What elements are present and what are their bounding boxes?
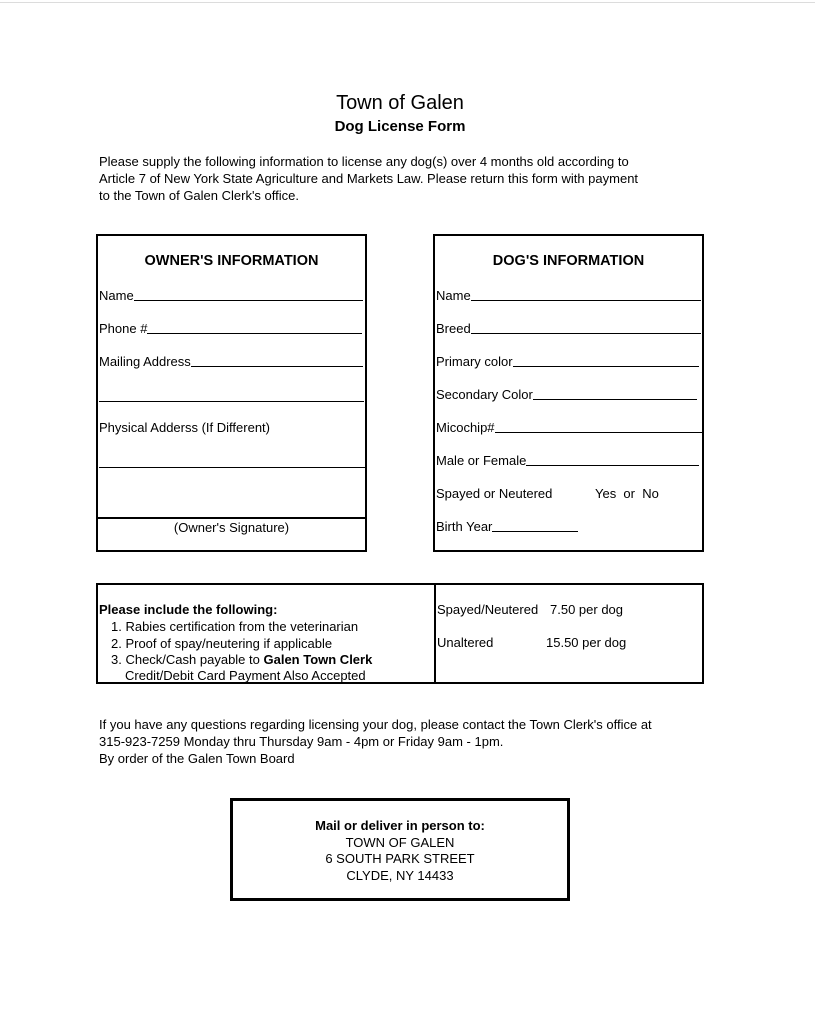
intro-line: Article 7 of New York State Agriculture and Markets Law. Please return this form with payment [99,171,639,186]
dog-sex-input-line[interactable] [526,453,699,466]
card-payment-note: Credit/Debit Card Payment Also Accepted [125,668,366,683]
form-title: Dog License Form [334,118,466,135]
dog-spayed-yes-no-options[interactable]: Yes or No [595,486,659,501]
requirement-item [111,652,372,667]
page-title: Town of Galen [336,92,464,114]
fee-amount-spayed: 7.50 per dog [550,602,624,617]
owner-heading: OWNER'S INFORMATION [144,253,319,269]
owner-name-field[interactable] [99,288,363,303]
owner-mailing-address-line-2[interactable] [99,401,364,402]
field-label: Name [99,288,134,303]
field-label: Physical Adderss (If Different) [99,420,270,435]
requirement-item: 2. Proof of spay/neutering if applicable [111,636,333,651]
contact-paragraph [99,716,699,767]
intro-paragraph [99,153,679,204]
dog-primary-color-field[interactable] [436,354,699,369]
mailing-address-block [233,818,567,884]
owner-physical-address-label [99,420,270,435]
dog-microchip-field[interactable] [436,420,704,435]
field-label: Breed [436,321,471,336]
fee-label-spayed: Spayed/Neutered [437,602,539,617]
owner-information-box [96,234,367,552]
field-label: Spayed or Neutered [436,486,553,501]
mailing-line: CLYDE, NY 14433 [346,867,454,883]
dog-breed-input-line[interactable] [471,321,701,334]
dog-secondary-color-input-line[interactable] [533,387,697,400]
owner-mailing-address-field[interactable] [99,354,363,369]
dog-breed-field[interactable] [436,321,701,336]
dog-spayed-field [436,486,552,501]
dog-sex-field[interactable] [436,453,699,468]
requirements-heading: Please include the following: [99,602,278,617]
dog-primary-color-input-line[interactable] [513,354,699,367]
dog-microchip-input-line[interactable] [495,420,704,433]
field-label: Micochip# [436,420,495,435]
mailing-line: TOWN OF GALEN [345,834,455,850]
mailing-line: 6 SOUTH PARK STREET [325,851,475,866]
intro-line: Please supply the following information to license any dog(s) over 4 months old according to [99,154,629,169]
field-label: Male or Female [436,453,527,468]
dog-heading: DOG'S INFORMATION [492,253,645,269]
owner-signature-line[interactable] [98,517,365,519]
owner-name-input-line[interactable] [134,288,363,301]
owner-mailing-address-input-line[interactable] [191,354,363,367]
field-label: Secondary Color [436,387,533,402]
dog-secondary-color-field[interactable] [436,387,697,402]
field-label: Phone # [99,321,148,336]
dog-name-input-line[interactable] [471,288,701,301]
mailing-heading: Mail or deliver in person to: [315,818,485,833]
contact-line: If you have any questions regarding licensing your dog, please contact the Town Clerk's office at [99,717,652,732]
fee-label-unaltered: Unaltered [437,635,494,650]
contact-line: 315-923-7259 Monday thru Thursday 9am - 4pm or Friday 9am - 1pm. [99,734,504,749]
field-label: Birth Year [436,519,493,534]
field-label: Mailing Address [99,354,191,369]
dog-name-field[interactable] [436,288,701,303]
page-top-border [0,2,815,3]
contact-line: By order of the Galen Town Board [99,751,295,766]
mailing-address-box [230,798,570,901]
owner-phone-field[interactable] [99,321,362,336]
dog-information-box [433,234,704,552]
dog-birth-year-field[interactable] [436,519,578,534]
owner-physical-address-line[interactable] [99,467,365,468]
payee-name: Galen Town Clerk [263,652,373,667]
box-divider [434,585,436,682]
dog-birth-year-input-line[interactable] [492,519,578,532]
intro-line: to the Town of Galen Clerk's office. [99,188,299,203]
field-label: Name [436,288,471,303]
requirement-item: 1. Rabies certification from the veterinarian [111,619,359,634]
requirements-fees-box [96,583,704,684]
field-label: Primary color [436,354,513,369]
owner-phone-input-line[interactable] [147,321,362,334]
owner-signature-label: (Owner's Signature) [173,520,290,535]
fee-amount-unaltered: 15.50 per dog [546,635,627,650]
requirement-text: 3. Check/Cash payable to [111,652,264,667]
